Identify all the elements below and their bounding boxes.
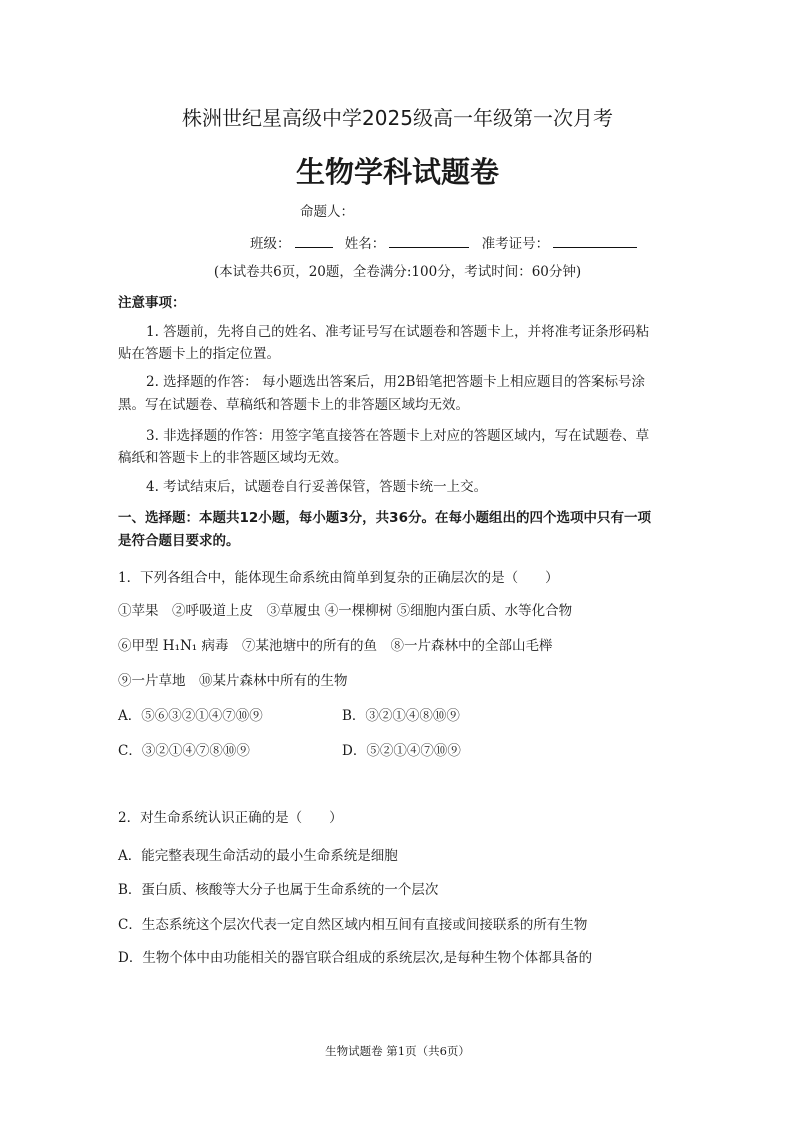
name-label: 姓名： xyxy=(344,236,386,252)
note-2-cont: 黑。写在试题卷、草稿纸和答题卡上的非答题区域均无效。 xyxy=(118,397,469,413)
q2-stem: 2．对生命系统认识正确的是（ ） xyxy=(118,810,343,826)
q1-items-3: ⑨一片草地 ⑩某片森林中所有的生物 xyxy=(118,673,348,689)
name-field[interactable] xyxy=(389,233,469,248)
q1-items-1: ①苹果 ②呼吸道上皮 ③草履虫 ④一棵柳树 ⑤细胞内蛋白质、水等化合物 xyxy=(118,603,573,619)
class-label: 班级： xyxy=(250,236,291,252)
q1-items-2: ⑥甲型 H₁N₁ 病毒 ⑦某池塘中的所有的鱼 ⑧一片森林中的全部山毛榉 xyxy=(118,638,553,654)
student-info-row xyxy=(250,233,645,253)
exam-id-label: 准考证号： xyxy=(481,236,550,252)
subject-title: 生物学科试题卷 xyxy=(295,155,499,189)
note-3: 3. 非选择题的作答：用签字笔直接答在答题卡上对应的答题区域内，写在试题卷、草 xyxy=(146,428,650,444)
q1-option-b[interactable]: B．③②①④⑧⑩⑨ xyxy=(342,708,460,724)
page-footer: 生物试题卷 第1页（共6页） xyxy=(325,1044,470,1058)
exam-id-field[interactable] xyxy=(553,233,637,248)
note-3-cont: 稿纸和答题卡上的非答题区域均无效。 xyxy=(118,450,348,466)
note-2: 2. 选择题的作答： 每小题选出答案后，用2B铅笔把答题卡上相应题目的答案标号涂 xyxy=(146,374,645,390)
note-4: 4. 考试结束后，试题卷自行妥善保管，答题卡统一上交。 xyxy=(146,479,488,495)
q2-option-c[interactable]: C．生态系统这个层次代表一定自然区域内相互间有直接或间接联系的所有生物 xyxy=(118,917,588,933)
author-label: 命题人： xyxy=(300,204,354,220)
notes-heading: 注意事项： xyxy=(118,295,186,311)
q1-option-a[interactable]: A．⑤⑥③②①④⑦⑩⑨ xyxy=(118,708,263,724)
section-heading: 一、选择题：本题共12小题，每小题3分，共36分。在每小题组出的四个选项中只有一项 xyxy=(118,510,651,526)
school-title: 株洲世纪星高级中学2025级高一年级第一次月考 xyxy=(182,106,613,130)
q1-stem: 1．下列各组合中，能体现生命系统由简单到复杂的正确层次的是（ ） xyxy=(118,570,559,586)
q2-option-d[interactable]: D．生物个体中由功能相关的器官联合组成的系统层次,是每种生物个体都具备的 xyxy=(118,950,593,966)
q2-option-a[interactable]: A．能完整表现生命活动的最小生命系统是细胞 xyxy=(118,848,398,864)
note-1: 1. 答题前，先将自己的姓名、准考证号写在试题卷和答题卡上，并将准考证条形码粘 xyxy=(146,324,650,340)
q1-option-c[interactable]: C．③②①④⑦⑧⑩⑨ xyxy=(118,743,250,759)
q2-option-b[interactable]: B．蛋白质、核酸等大分子也属于生命系统的一个层次 xyxy=(118,882,439,898)
class-field[interactable] xyxy=(295,233,333,248)
note-1-cont: 贴在答题卡上的指定位置。 xyxy=(118,346,280,362)
exam-info: (本试卷共6页，20题，全卷满分:100分，考试时间：60分钟) xyxy=(213,264,582,280)
section-heading-cont: 是符合题目要求的。 xyxy=(118,533,240,549)
q1-option-d[interactable]: D．⑤②①④⑦⑩⑨ xyxy=(342,743,461,759)
